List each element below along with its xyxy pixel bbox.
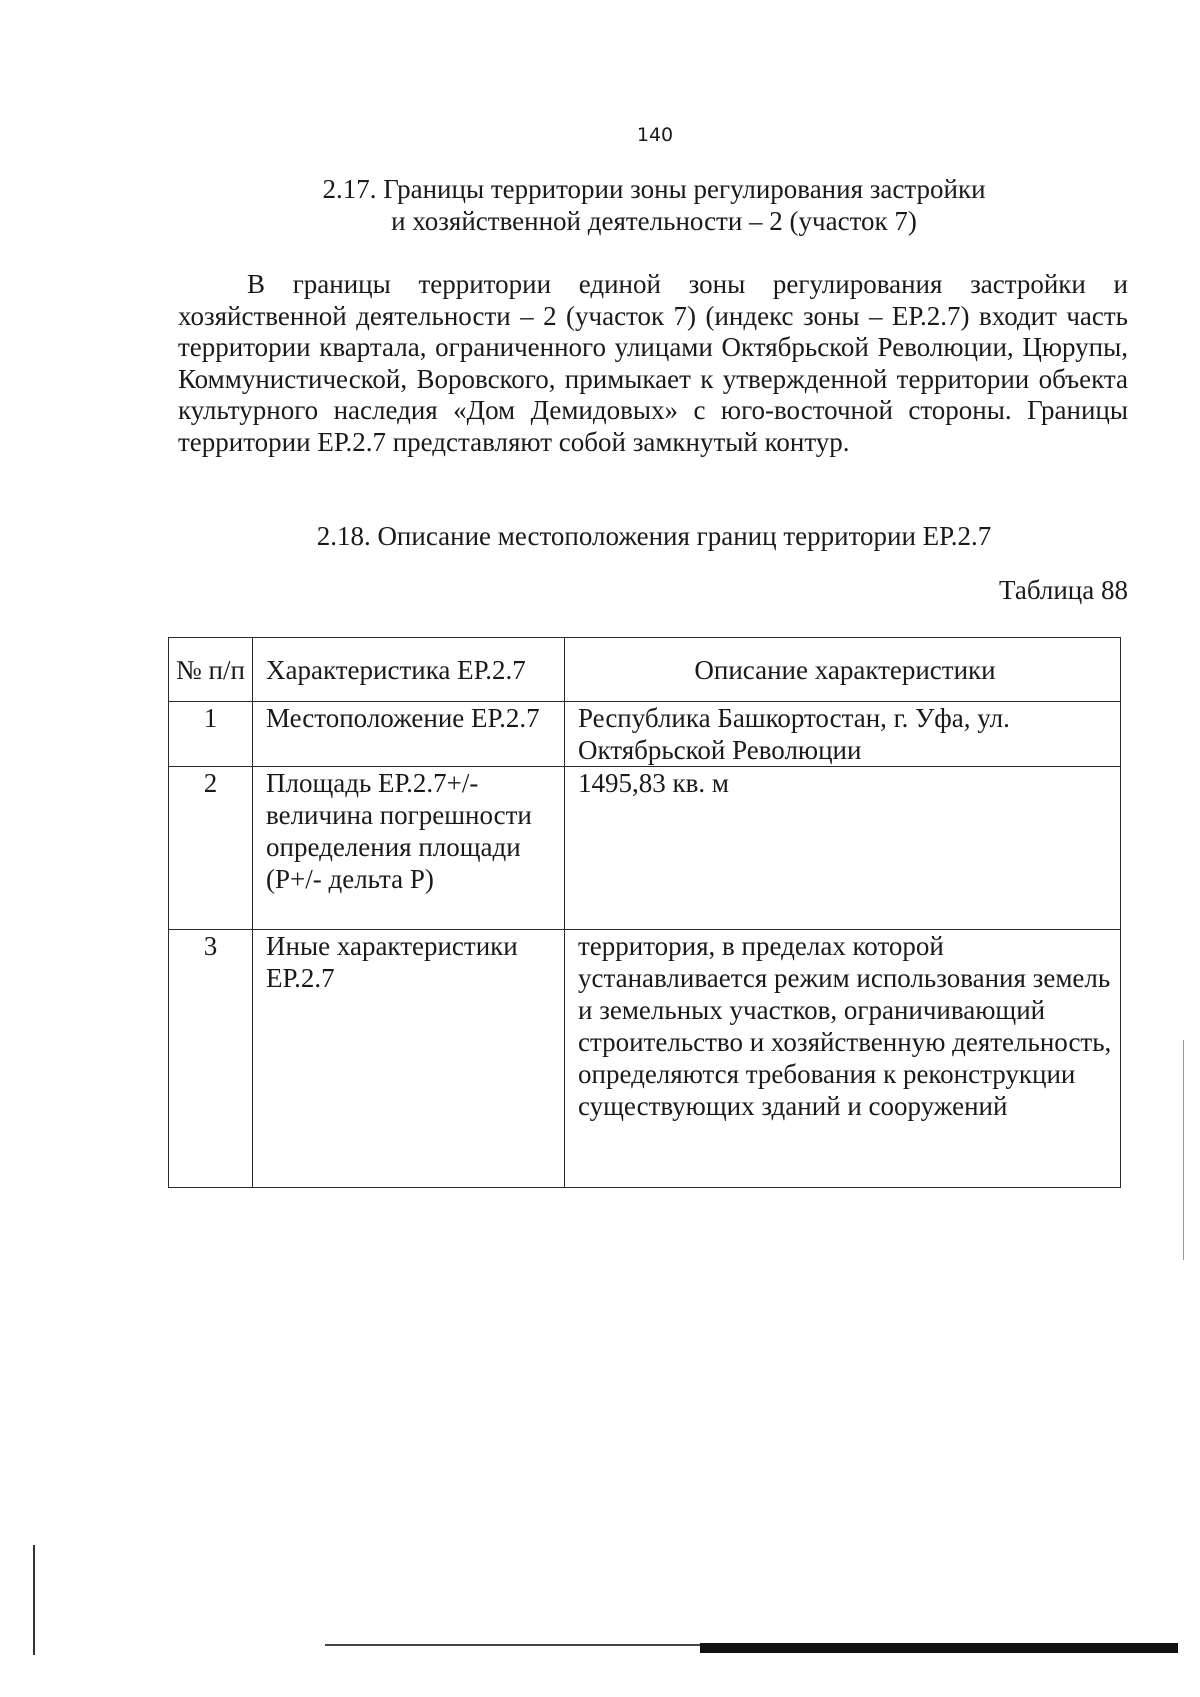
header-description: Описание характеристики (565, 638, 1121, 702)
table-row (169, 767, 1121, 930)
table-header-row (169, 638, 1121, 702)
header-characteristic: Характеристика ЕР.2.7 (253, 638, 565, 702)
section-heading-line-2: и хозяйственной деятельности – 2 (участок 7) (391, 206, 917, 236)
scan-artifact-bottom-rule-heavy (700, 1643, 1178, 1653)
section-heading-line-1: 2.17. Границы территории зоны регулирования застройки (322, 174, 986, 204)
row-description: Республика Башкортостан, г. Уфа, ул. Октябрьской Революции (565, 702, 1121, 767)
table-row (169, 930, 1121, 1188)
row-characteristic: Площадь ЕР.2.7+/- величина погрешности определения площади (Р+/- дельта Р) (253, 767, 565, 930)
row-description: 1495,83 кв. м (565, 767, 1121, 930)
page-number: 140 (636, 124, 674, 146)
table-label: Таблица 88 (999, 575, 1128, 605)
description-heading: 2.18. Описание местоположения границ территории ЕР.2.7 (316, 521, 992, 551)
row-num: 3 (169, 930, 253, 1188)
row-characteristic: Иные характеристики ЕР.2.7 (253, 930, 565, 1188)
row-num: 1 (169, 702, 253, 767)
row-num: 2 (169, 767, 253, 930)
row-characteristic: Местоположение ЕР.2.7 (253, 702, 565, 767)
characteristics-table (168, 637, 1121, 1188)
table-row (169, 702, 1121, 767)
section-paragraph: В границы территории единой зоны регулирования застройки и хозяйственной деятельности – 2 (участок 7) (индекс зоны – ЕР.2.7) входит часть территории квартала, ограниченного улицами Октябрьской Революции, Цюрупы, Коммунистической, Воровского, примыкает к утвержденной территории объекта культурного наследия «Дом Демидовых» с юго-восточной стороны. Границы территории ЕР.2.7 представляют собой замкнутый контур. (178, 269, 1128, 457)
scan-artifact-right-edge (1183, 1040, 1184, 1260)
row-description: территория, в пределах которой устанавливается режим использования земель и земельных участков, ограничивающий строительство и хозяйственную деятельность, определяются требования к реконструкции существующих зданий и сооружений (565, 930, 1121, 1188)
section-heading (175, 173, 1133, 237)
header-num: № п/п (169, 638, 253, 702)
scan-artifact-left-edge (33, 1545, 35, 1655)
